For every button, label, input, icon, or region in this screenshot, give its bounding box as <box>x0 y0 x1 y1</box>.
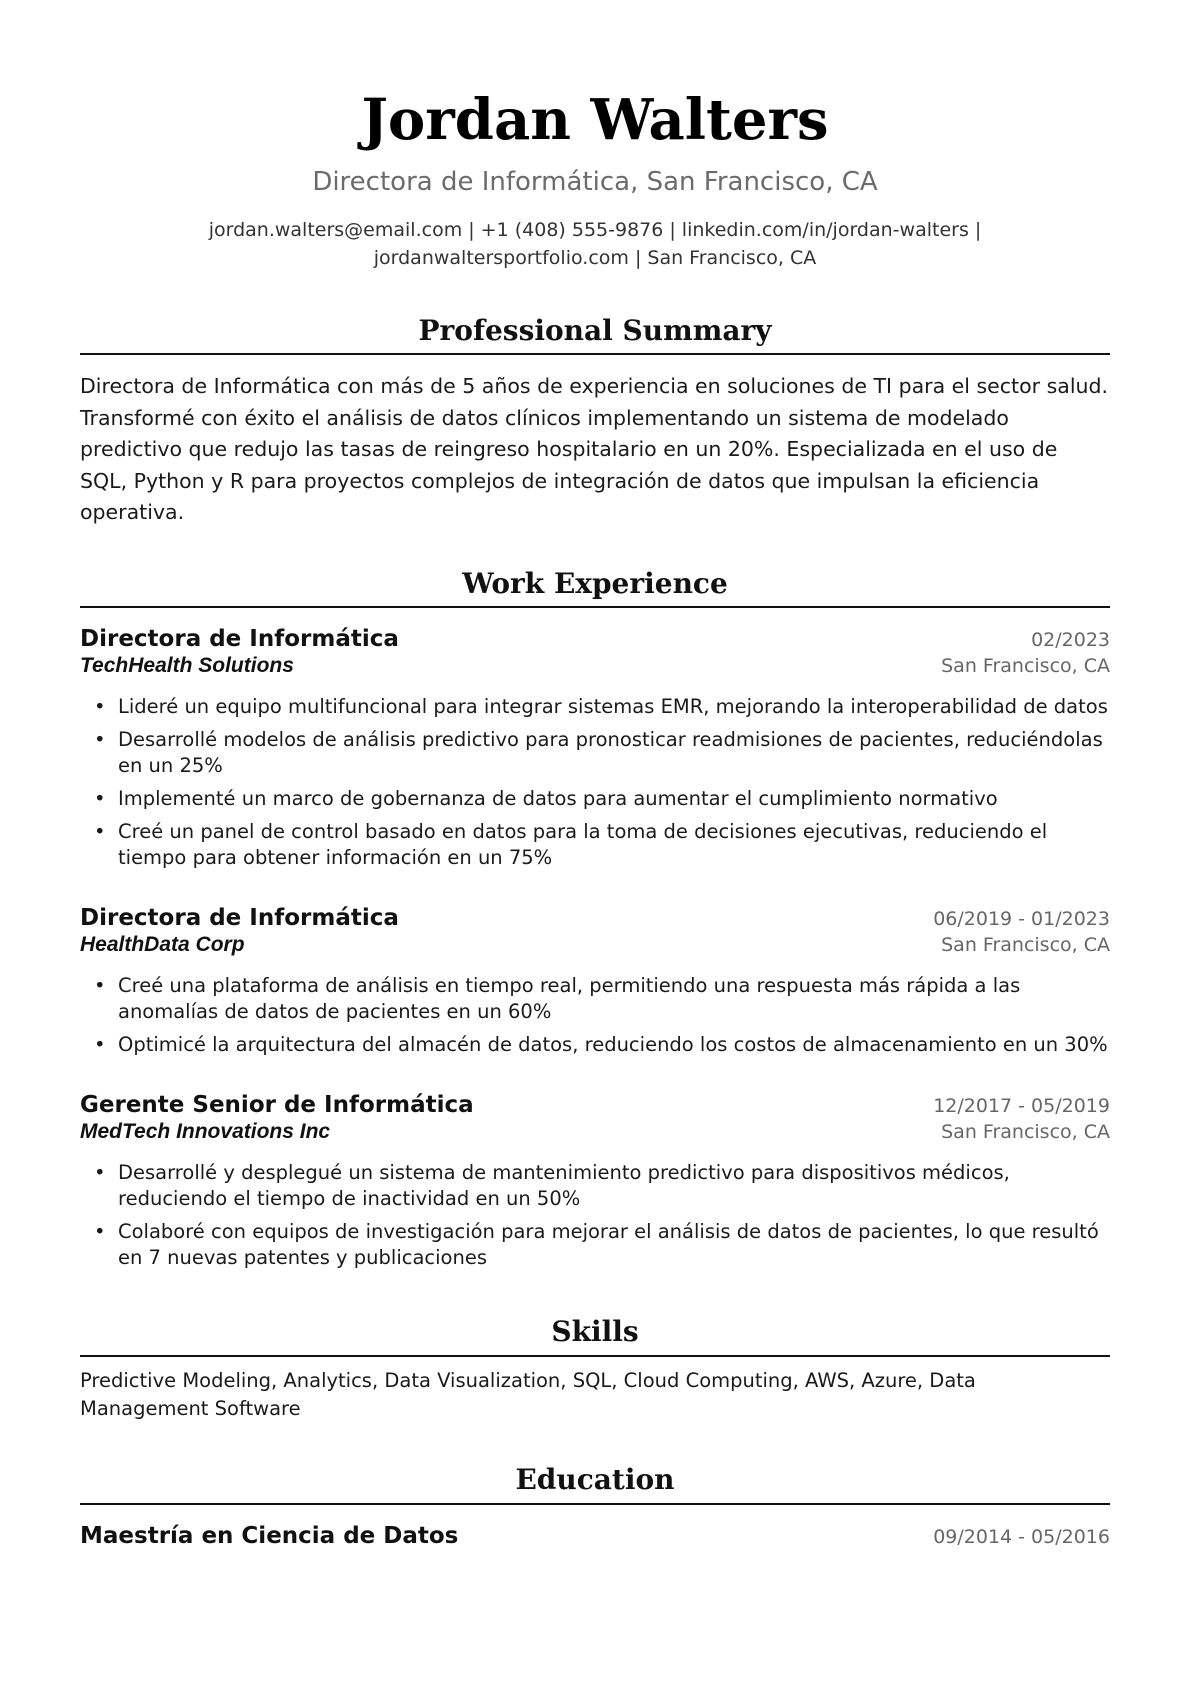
job-location: San Francisco, CA <box>941 1121 1110 1144</box>
job-dates: 02/2023 <box>1031 629 1110 652</box>
job-bullet: • Lideré un equipo multifuncional para integrar sistemas EMR, mejorando la interoperabilidad de datos <box>80 694 1110 720</box>
job-entry <box>80 1092 1110 1271</box>
education-entry <box>80 1523 1110 1549</box>
education-degree: Maestría en Ciencia de Datos <box>80 1522 459 1549</box>
job-dates: 06/2019 - 01/2023 <box>933 908 1110 931</box>
job-bullet: • Creé un panel de control basado en datos para la toma de decisiones ejecutivas, reduciendo el tiempo para obtener información en un 75% <box>80 819 1110 871</box>
job-company: TechHealth Solutions <box>80 654 294 678</box>
section-title-education: Education <box>80 1463 1110 1505</box>
job-company: MedTech Innovations Inc <box>80 1120 331 1144</box>
job-bullet: • Optimicé la arquitectura del almacén de datos, reduciendo los costos de almacenamiento en un 30% <box>80 1032 1110 1058</box>
job-location: San Francisco, CA <box>941 655 1110 678</box>
contact-line: jordan.walters@email.com | +1 (408) 555-9876 | linkedin.com/in/jordan-walters | jordanwaltersportfolio.com | San Francisco, CA <box>208 218 982 269</box>
job-bullet: • Creé una plataforma de análisis en tiempo real, permitiendo una respuesta más rápida a las anomalías de datos de pacientes en un 60% <box>80 973 1110 1025</box>
job-bullets <box>80 1160 1110 1271</box>
job-dates: 12/2017 - 05/2019 <box>933 1095 1110 1118</box>
section-title-work-experience: Work Experience <box>80 567 1110 609</box>
job-bullet: • Desarrollé y desplegué un sistema de mantenimiento predictivo para dispositivos médicos, reduciendo el tiempo de inactividad en un 50% <box>80 1160 1110 1212</box>
candidate-subtitle: Directora de Informática, San Francisco, CA <box>312 167 878 197</box>
job-company: HealthData Corp <box>80 933 245 957</box>
candidate-name: Jordan Walters <box>361 87 829 153</box>
job-entry <box>80 626 1110 871</box>
skills-text: Predictive Modeling, Analytics, Data Visualization, SQL, Cloud Computing, AWS, Azure, Data Management Software <box>80 1369 976 1421</box>
job-title: Directora de Informática <box>80 905 399 932</box>
job-bullet: • Implementé un marco de gobernanza de datos para aumentar el cumplimiento normativo <box>80 786 1110 812</box>
section-title-summary: Professional Summary <box>80 314 1110 356</box>
job-location: San Francisco, CA <box>941 934 1110 957</box>
job-bullet: • Colaboré con equipos de investigación para mejorar el análisis de datos de pacientes, lo que resultó en 7 nuevas patentes y publicaciones <box>80 1219 1110 1271</box>
job-bullets <box>80 694 1110 871</box>
job-title: Directora de Informática <box>80 626 399 653</box>
job-entry <box>80 905 1110 1058</box>
job-bullets <box>80 973 1110 1058</box>
summary-text: Directora de Informática con más de 5 años de experiencia en soluciones de TI para el sector salud. Transformé con éxito el análisis de datos clínicos implementando un sistema de modelado predictivo que redujo las tasas de reingreso hospitalario en un 20%. Especializada en el uso de SQL, Python y R para proyectos complejos de integración de datos que impulsan la eficiencia operativa. <box>80 374 1109 525</box>
job-bullet: • Desarrollé modelos de análisis predictivo para pronosticar readmisiones de pacientes, reduciéndolas en un 25% <box>80 727 1110 779</box>
job-title: Gerente Senior de Informática <box>80 1092 474 1119</box>
education-dates: 09/2014 - 05/2016 <box>933 1525 1110 1548</box>
section-title-skills: Skills <box>80 1315 1110 1357</box>
